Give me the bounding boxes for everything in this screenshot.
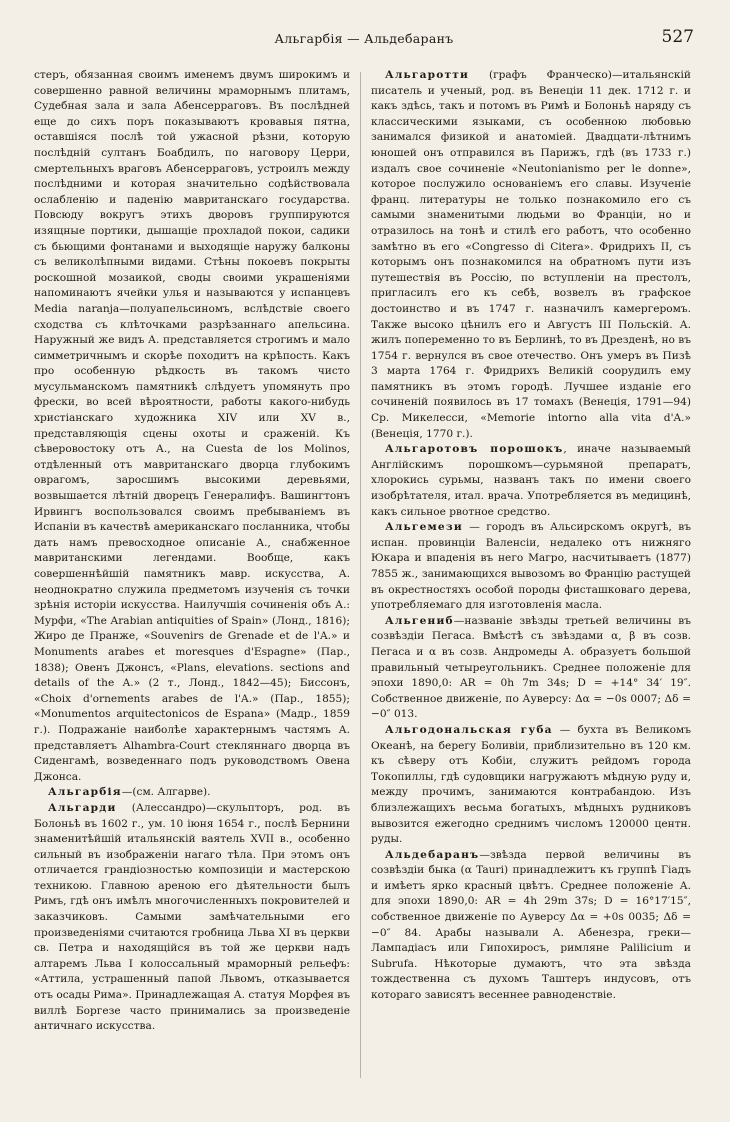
entry-text: (Алессандро)—скульпторъ, род. въ Болоньѣ въ 1602 г., ум. 10 іюня 1654 г., послѣ Бернини знаменитѣйшій итальянскій ваятель XVII в., особенно сильный въ изображеніи нагаго тѣла. При этомъ онъ отличается грандіозностью композиціи и мастерскою техникою. Главною ареною его дѣятельности былъ Римъ, гдѣ онъ имѣлъ многочисленныхъ покровителей и заказчиковъ. Самыми замѣчательными его произведеніями считаются гробница Льва XI въ церкви св. Петра и находящійся въ той же церкви надъ алтаремъ Льва I колоссальный мраморный рельефъ: «Аттила, устрашенный папой Львомъ, отказывается отъ осады Рима». Принадлежащая А. статуя Морфея въ виллѣ Боргезе часто принимались за произведеніе античнаго искусства. bbox=[34, 801, 350, 1033]
entry-headword: Альгаротти bbox=[385, 69, 470, 81]
entry-text: — бухта въ Великомъ Океанѣ, на берегу Боливіи, приблизительно въ 120 км. къ сѣверу отъ Кобіи, служитъ рейдомъ города Токопиллы, гдѣ судовщики нагружаютъ мѣдную руду и, между прочимъ, занимаются контрабандою. Изъ близлежащихъ весьма богатыхъ, мѣдныхъ рудниковъ вывозится ежегодно среднимъ числомъ 120000 центн. руды. bbox=[371, 723, 692, 846]
entry-algardi bbox=[34, 801, 350, 1035]
entry-algarotov-powder bbox=[371, 442, 691, 520]
entry-text: —(см. Алгарве). bbox=[121, 786, 211, 799]
page-header bbox=[34, 27, 694, 53]
right-column bbox=[371, 68, 691, 1004]
entry-algodonal-bay bbox=[371, 723, 691, 848]
continuation-paragraph: стеръ, обязанная своимъ именемъ двумъ широкимъ и совершенно равной величины мраморнымъ плитамъ, Судебная зала и зала Абенсерраговъ. Въ послѣдней еще до сихъ поръ показываютъ кровавыя пятна, оставшіяся послѣ той ужасной рѣзни, которую послѣдній султанъ Боабдилъ, по наговору Церри, смертельныхъ враговъ Абенсерраговъ, устроилъ между послѣдними и которая значительно содѣйствовала ослабленію и паденію мавританскаго государства. Повсюду вокругъ этихъ дворовъ группируются изящные портики, дышащіе прохладой покои, садики съ бьющими фонтанами и выходящіе наружу балконы съ великолѣпными видами. Стѣны покоевъ покрыты роскошной мозаикой, своды своими украшеніями напоминаютъ ячейки улья и называются у испанцевъ Media naranja—полуапельсиномъ, вслѣдствіе своего сходства съ клѣточками разрѣзаннаго апельсина. Наружный же видъ А. представляется строгимъ и мало симметричнымъ и скорѣе походитъ на крѣпость. Какъ про особенную рѣдкость въ такомъ чисто мусульманскомъ памятникѣ слѣдуетъ упомянуть про фрески, во всей вѣроятности, работы какого-нибудь христіанскаго художника XIV или XV в., представляющія сцены охоты и сраженій. Къ сѣверовостоку отъ А., на Cuesta de los Molinos, отдѣленный отъ мавританскаго дворца глубокимъ оврагомъ, заросшимъ высокими деревьями, возвышается лѣтній дворецъ Генералифъ. Вашингтонъ Ирвингъ воспользовался своимъ пребываніемъ въ Испаніи въ качествѣ американскаго посланника, чтобы дать намъ превосходное описаніе А., снабженное мавританскими легендами. Вообще, какъ совершеннѣйшій памятникъ мавр. искусства, А. неоднократно служила предметомъ изученія съ точки зрѣнія исторіи искусства. Наилучшія сочиненія объ А.: Мурфи, «The Arabian antiquities of Spain» (Лонд., 1816); Жиро де Пранже, «Souvenirs de Grenade et de l'A.» и Monuments arabes et moresques d'Espagne» (Пар., 1838); Овенъ Джонсъ, «Plans, elevations. sections and details of the A.» (2 т., Лонд., 1842—45); Биссонъ, «Choix d'ornements arabes de l'A.» (Пар., 1855); «Monumentos arquitectonicos de Espana» (Мадр., 1859 г.). Подражаніе наиболѣе характернымъ частямъ А. представляетъ Alhambra-Court стекляннаго дворца въ Сиденгамѣ, возведеннаго подъ руководствомъ Овена Джонса. bbox=[34, 69, 350, 783]
left-column bbox=[34, 68, 350, 1035]
page-number: 527 bbox=[661, 27, 694, 47]
column-divider bbox=[360, 72, 361, 1078]
entry-headword: Альгарди bbox=[48, 801, 117, 814]
entry-algemesi bbox=[371, 520, 691, 614]
entry-aldebaran bbox=[371, 848, 691, 1004]
entry-headword: Альгодональская губа bbox=[385, 723, 553, 736]
entry-text: , иначе называемый Англійскимъ порошкомъ—сурьмяной препаратъ, хлорокись сурьмы, названъ такъ по имени своего изобрѣтателя, итал. врача. Употребляется въ медицинѣ, какъ сильное рвотное средство. bbox=[371, 443, 691, 518]
entry-headword: Альгемези bbox=[385, 521, 463, 534]
entry-text: —звѣзда первой величины въ созвѣздіи быка (α Tauri) принадлежитъ къ группѣ Гіадъ и имѣетъ ярко красный цвѣтъ. Среднее положеніе А. для эпохи 1890,0: AR = 4h 29m 37s; D = 16°17′15″, собственное движеніе по Ауверсу Δα = +0s 0035; Δδ = −0″ 84. Арабы называли А. Абенезра, греки—Лампадіасъ или Гипохиросъ, римляне Palilicium и Subrufa. Нѣкоторые думаютъ, что эта звѣзда тождественна съ духомъ Таштеръ индусовъ, отъ котораго зависятъ весеннее равноденствіе. bbox=[371, 848, 691, 1002]
entry-headword: Альгарбія bbox=[48, 786, 122, 799]
entry-algarotti bbox=[371, 68, 691, 442]
entry-algenib bbox=[371, 614, 691, 723]
entry-headword: Альгениб bbox=[385, 614, 454, 627]
entry-algarbia bbox=[34, 785, 350, 801]
entry-headword: Альгаротовъ порошокъ bbox=[385, 443, 564, 456]
entry-text: —названіе звѣзды третьей величины въ созвѣздіи Пегаса. Вмѣстѣ съ звѣздами α, β въ созв. Пегаса и α въ созв. Андромеды А. образуетъ большой правильный четыреугольникъ. Среднее положеніе для эпохи 1890,0: AR = 0h 7m 34s; D = +14° 34′ 19″. Собственное движеніе, по Ауверсу: Δα = −0s 0007; Δδ = −0″ 013. bbox=[371, 614, 691, 721]
entry-text: — городъ въ Альсирскомъ округѣ, въ испан. провинціи Валенсіи, недалеко отъ нижняго Юкара и впаденія въ него Магро, насчитываетъ (1877) 7855 ж., занимающихся вывозомъ во Францію растущей въ окрестностяхъ особой породы фисташковаго дерева, употребляемаго для изготовленія масла. bbox=[371, 521, 691, 612]
entry-text: (графъ Франческо)—итальянскій писатель и ученый, род. въ Венеціи 11 дек. 1712 г. и какъ здѣсь, такъ и потомъ въ Римѣ и Болоньѣ наряду съ классическими языками, съ особенною любовью занимался физикой и анатоміей. Двадцати-лѣтнимъ юношей онъ отправился въ Парижъ, гдѣ (въ 1733 г.) издалъ свое сочиненіе «Neutonianismo per le donne», которое послужило основаніемъ его славы. Изученіе франц. литературы не только познакомило его съ самыми знаменитыми людьми во Франціи, но и отразилось на тонѣ и стилѣ его работъ, что особенно замѣтно въ его «Congresso di Citera». Фридрихъ II, съ которымъ онъ познакомился на обратномъ пути изъ путешествія въ Россію, по вступленіи на престолъ, пригласилъ его къ себѣ, возвелъ въ графское достоинство и въ 1747 г. назначилъ камергеромъ. Также высоко цѣнилъ его и Августъ III Польскій. А. жилъ попеременно то въ Берлинѣ, то въ Дрезденѣ, но въ 1754 г. вернулся въ свое отечество. Онъ умеръ въ Пизѣ 3 марта 1764 г. Фридрихъ Великій соорудилъ ему памятникъ въ этомъ городѣ. Лучшее изданіе его сочиненій появилось въ 17 томахъ (Венеція, 1791—94) Ср. Микелесси, «Memorie intorno alla vita d'A.» (Венеція, 1770 г.). bbox=[371, 69, 691, 440]
entry-headword: Альдебаранъ bbox=[385, 848, 480, 861]
running-title: Альгарбія — Альдебаранъ bbox=[274, 31, 454, 46]
